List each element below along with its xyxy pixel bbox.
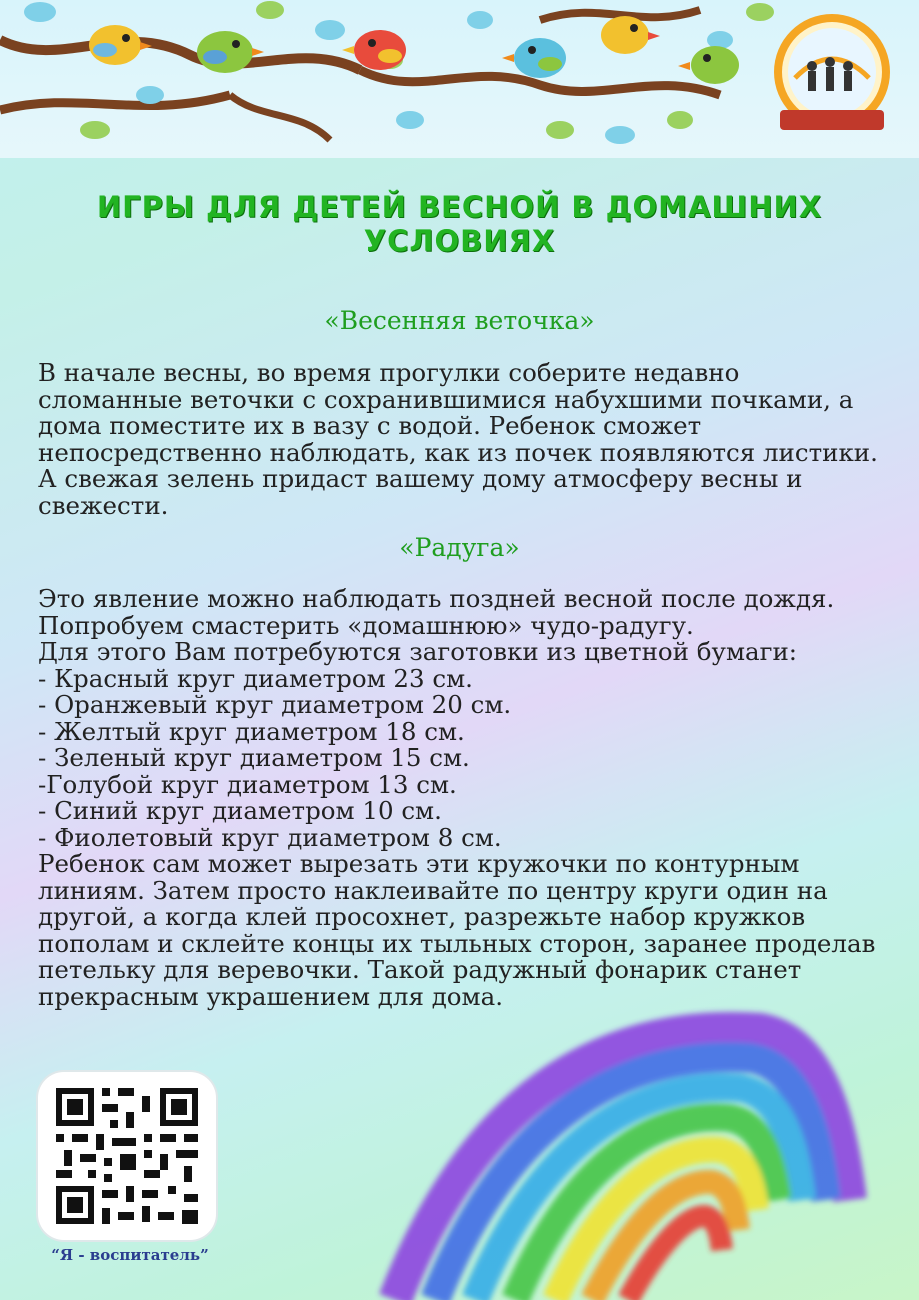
page-title: ИГРЫ ДЛЯ ДЕТЕЙ ВЕСНОЙ В ДОМАШНИХ УСЛОВИЯХ: [96, 190, 823, 258]
section-heading-rainbow: «Радуга»: [399, 533, 520, 562]
section-text-spring-twig: В начале весны, во время прогулки соберите недавно сломанные веточки с сохранившимися набухшими почками, а дома поместите их в вазу с водой. Ребенок сможет непосредственно наблюдать, как из почек появляются листики. А свежая зелень придаст вашему дому атмосферу весны и свежести.: [38, 358, 878, 520]
qr-code[interactable]: [38, 1072, 216, 1240]
section-text-rainbow: Это явление можно наблюдать поздней весной после дождя. Попробуем смастерить «домашнюю» чудо-радугу. Для этого Вам потребуются заготовки из цветной бумаги: - Красный круг диаметром 23 см. - Оранжевый круг диаметром 20 см. - Желтый круг диаметром 18 см. - Зеленый круг диаметром 15 см. -Голубой круг диаметром 13 см. - Синий круг диаметром 10 см. - Фиолетовый круг диаметром 8 см. Ребенок сам может вырезать эти кружочки по контурным линиям. Затем просто наклеивайте по центру круги один на другой, а когда клей просохнет, разрежьте набор кружков пополам и склейте концы их тыльных сторон, заранее проделав петельку для веревочки. Такой радужный фонарик станет прекрасным украшением для дома.: [38, 584, 876, 1011]
logo-badge: [774, 14, 890, 130]
qr-caption: “Я - воспитатель”: [51, 1246, 209, 1264]
branches-with-birds-illustration: [0, 0, 919, 158]
qr-code-image: [38, 1072, 216, 1240]
header-decoration: [0, 0, 919, 158]
section-heading-spring-twig: «Весенняя веточка»: [324, 306, 595, 335]
